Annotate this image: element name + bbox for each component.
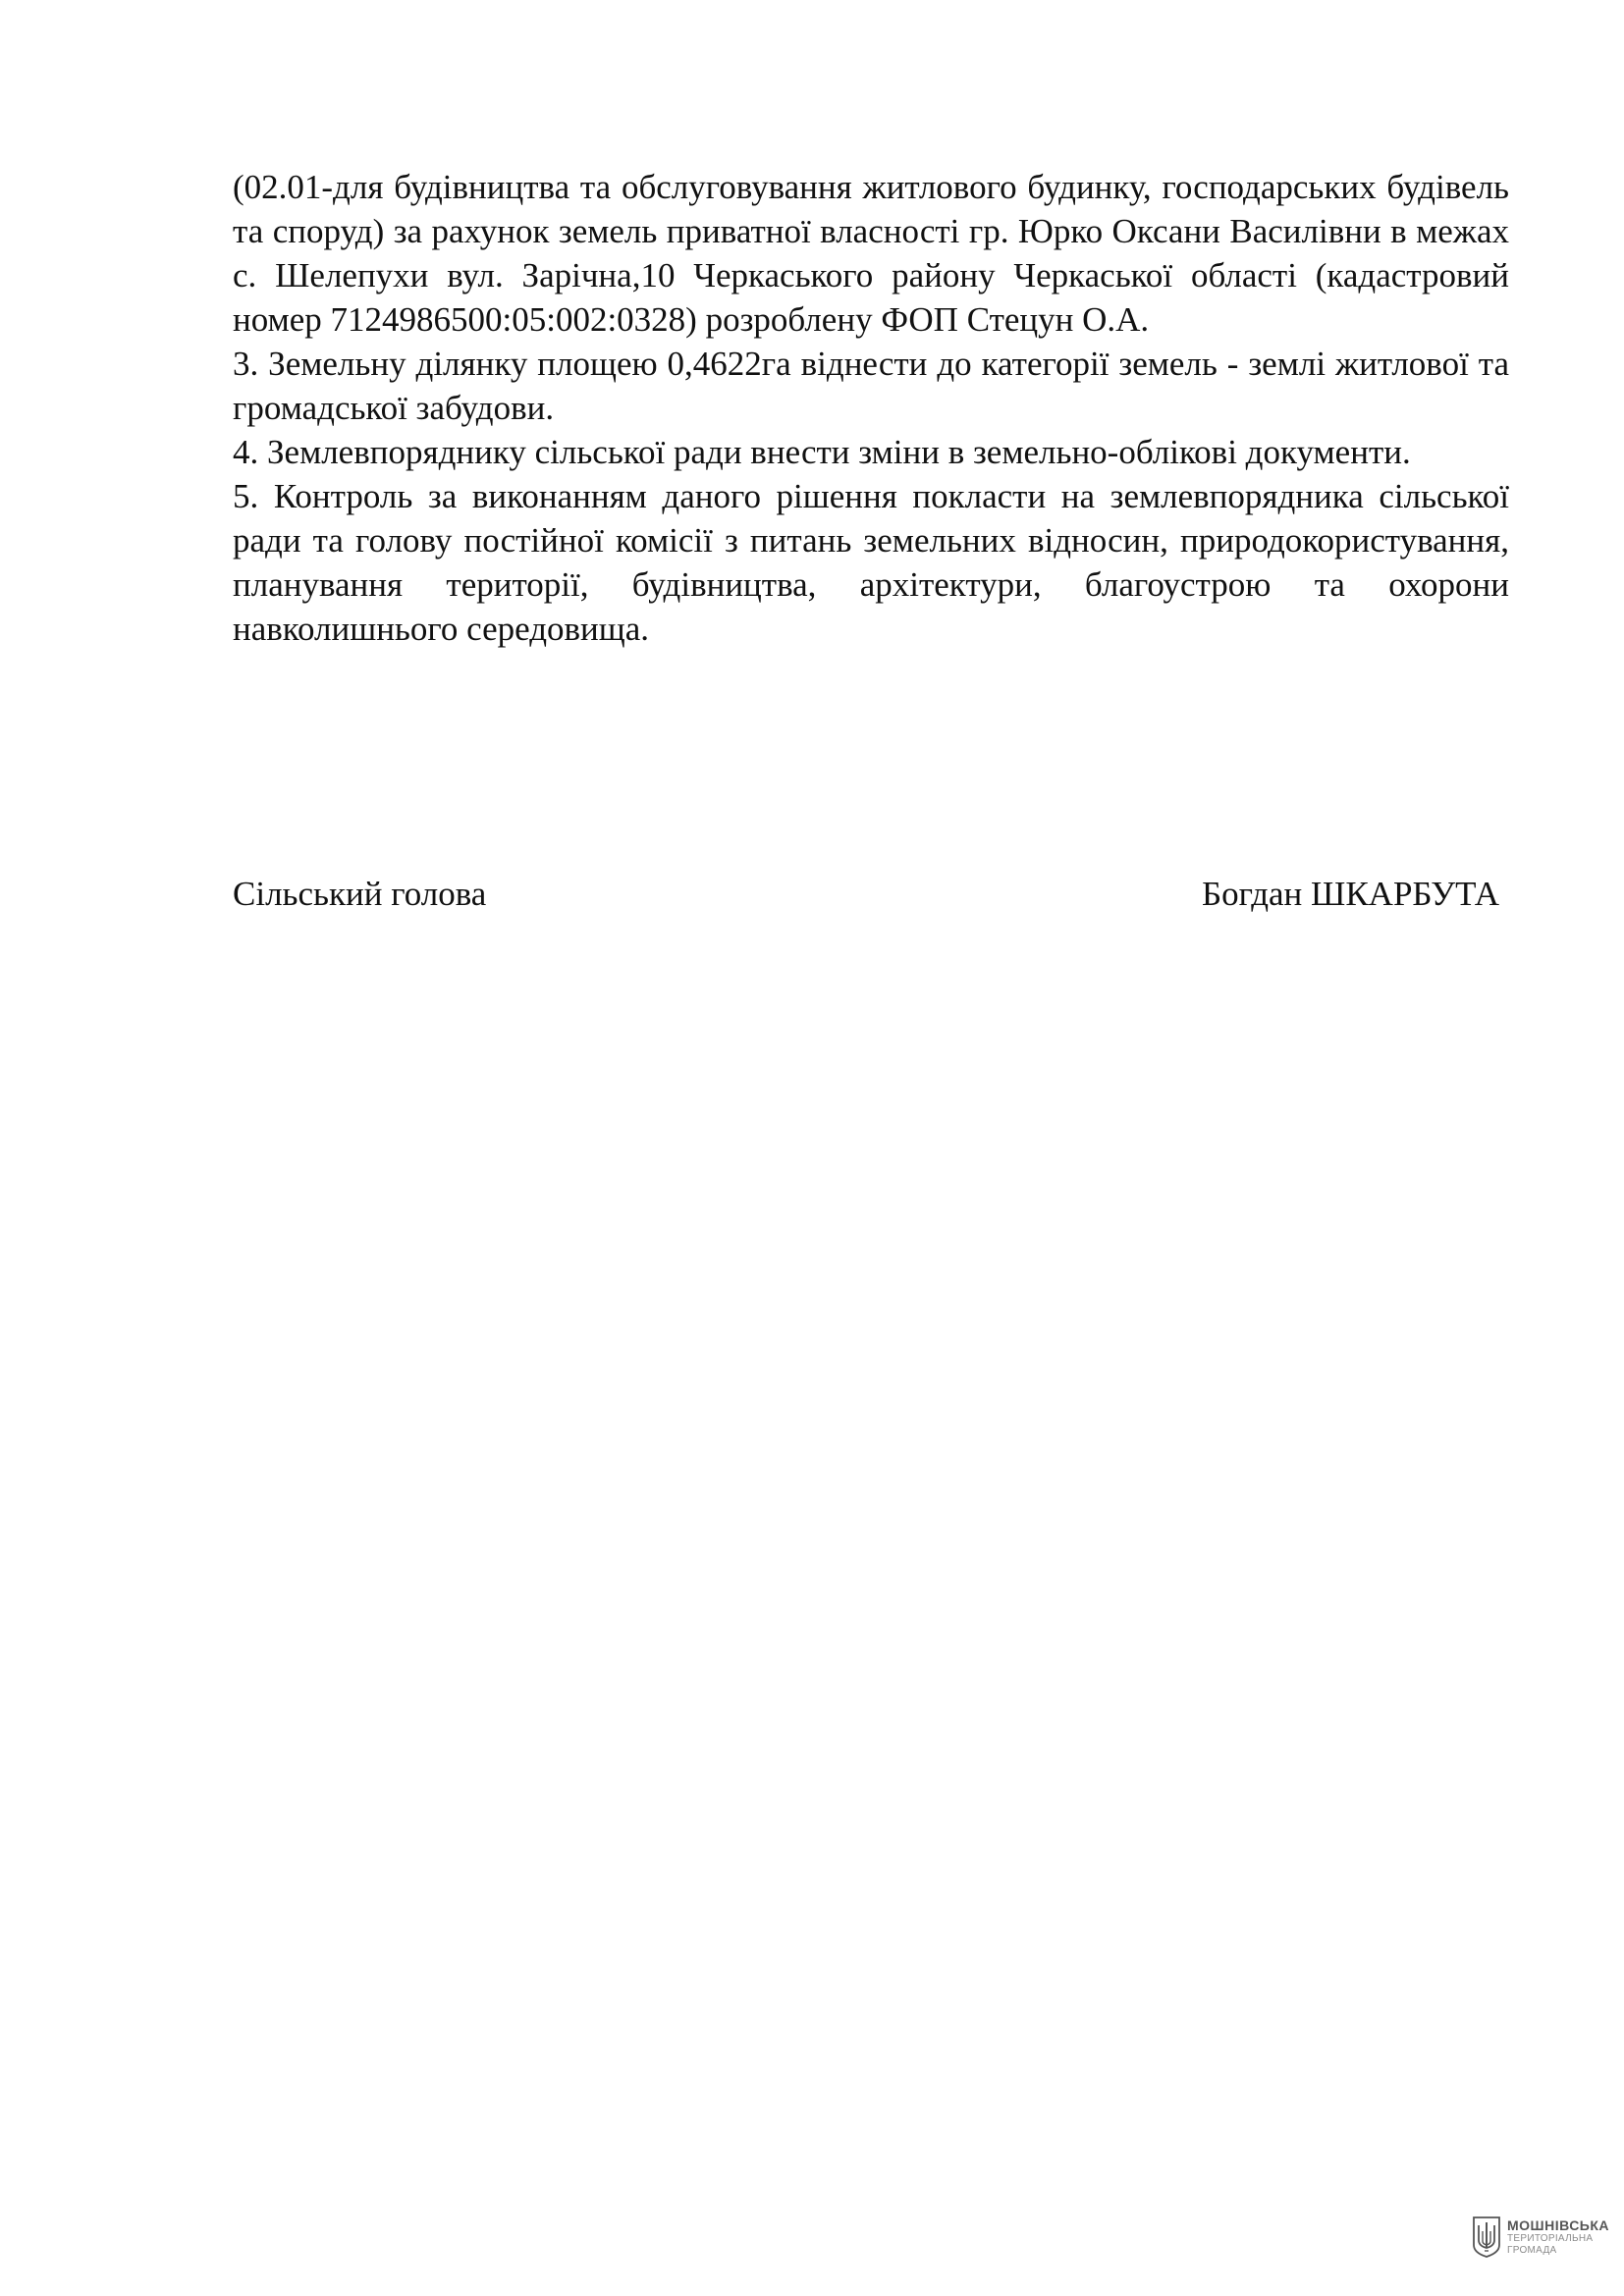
signature-block — [233, 872, 1499, 916]
watermark-line-3: ГРОМАДА — [1507, 2245, 1557, 2256]
trident-emblem-icon — [1472, 2216, 1501, 2259]
paragraph-item-5: 5. Контроль за виконанням даного рішення покласти на землевпорядника сільської ради та голову постійної комісії з питань земельних відносин, природокористування, планування території, будівництва, архітектури, благоустрою та охорони навколишнього середовища. — [233, 477, 1509, 648]
document-body — [233, 165, 1509, 651]
watermark-text — [1507, 2218, 1609, 2257]
signatory-title: Сільський голова — [233, 875, 487, 913]
paragraph-item-4: 4. Землевпоряднику сільської ради внести зміни в земельно-облікові документи. — [233, 433, 1411, 471]
paragraph-item-3: 3. Земельну ділянку площею 0,4622га віднести до категорії земель - землі житлової та громадської забудови. — [233, 345, 1509, 427]
signatory-name: Богдан ШКАРБУТА — [1202, 875, 1499, 913]
paragraph-continuation: (02.01-для будівництва та обслуговування житлового будинку, господарських будівель та споруд) за рахунок земель приватної власності гр. Юрко Оксани Василівни в межах с. Шелепухи вул. Зарічна,10 Черкаського району Черкаської області (кадастровий номер 7124986500:05:002:0328) розроблену ФОП Стецун О.А. — [233, 168, 1509, 339]
watermark-line-1: МОШНІВСЬКА — [1507, 2217, 1610, 2233]
community-watermark — [1472, 2213, 1619, 2262]
watermark-line-2: ТЕРИТОРІАЛЬНА — [1507, 2233, 1594, 2244]
